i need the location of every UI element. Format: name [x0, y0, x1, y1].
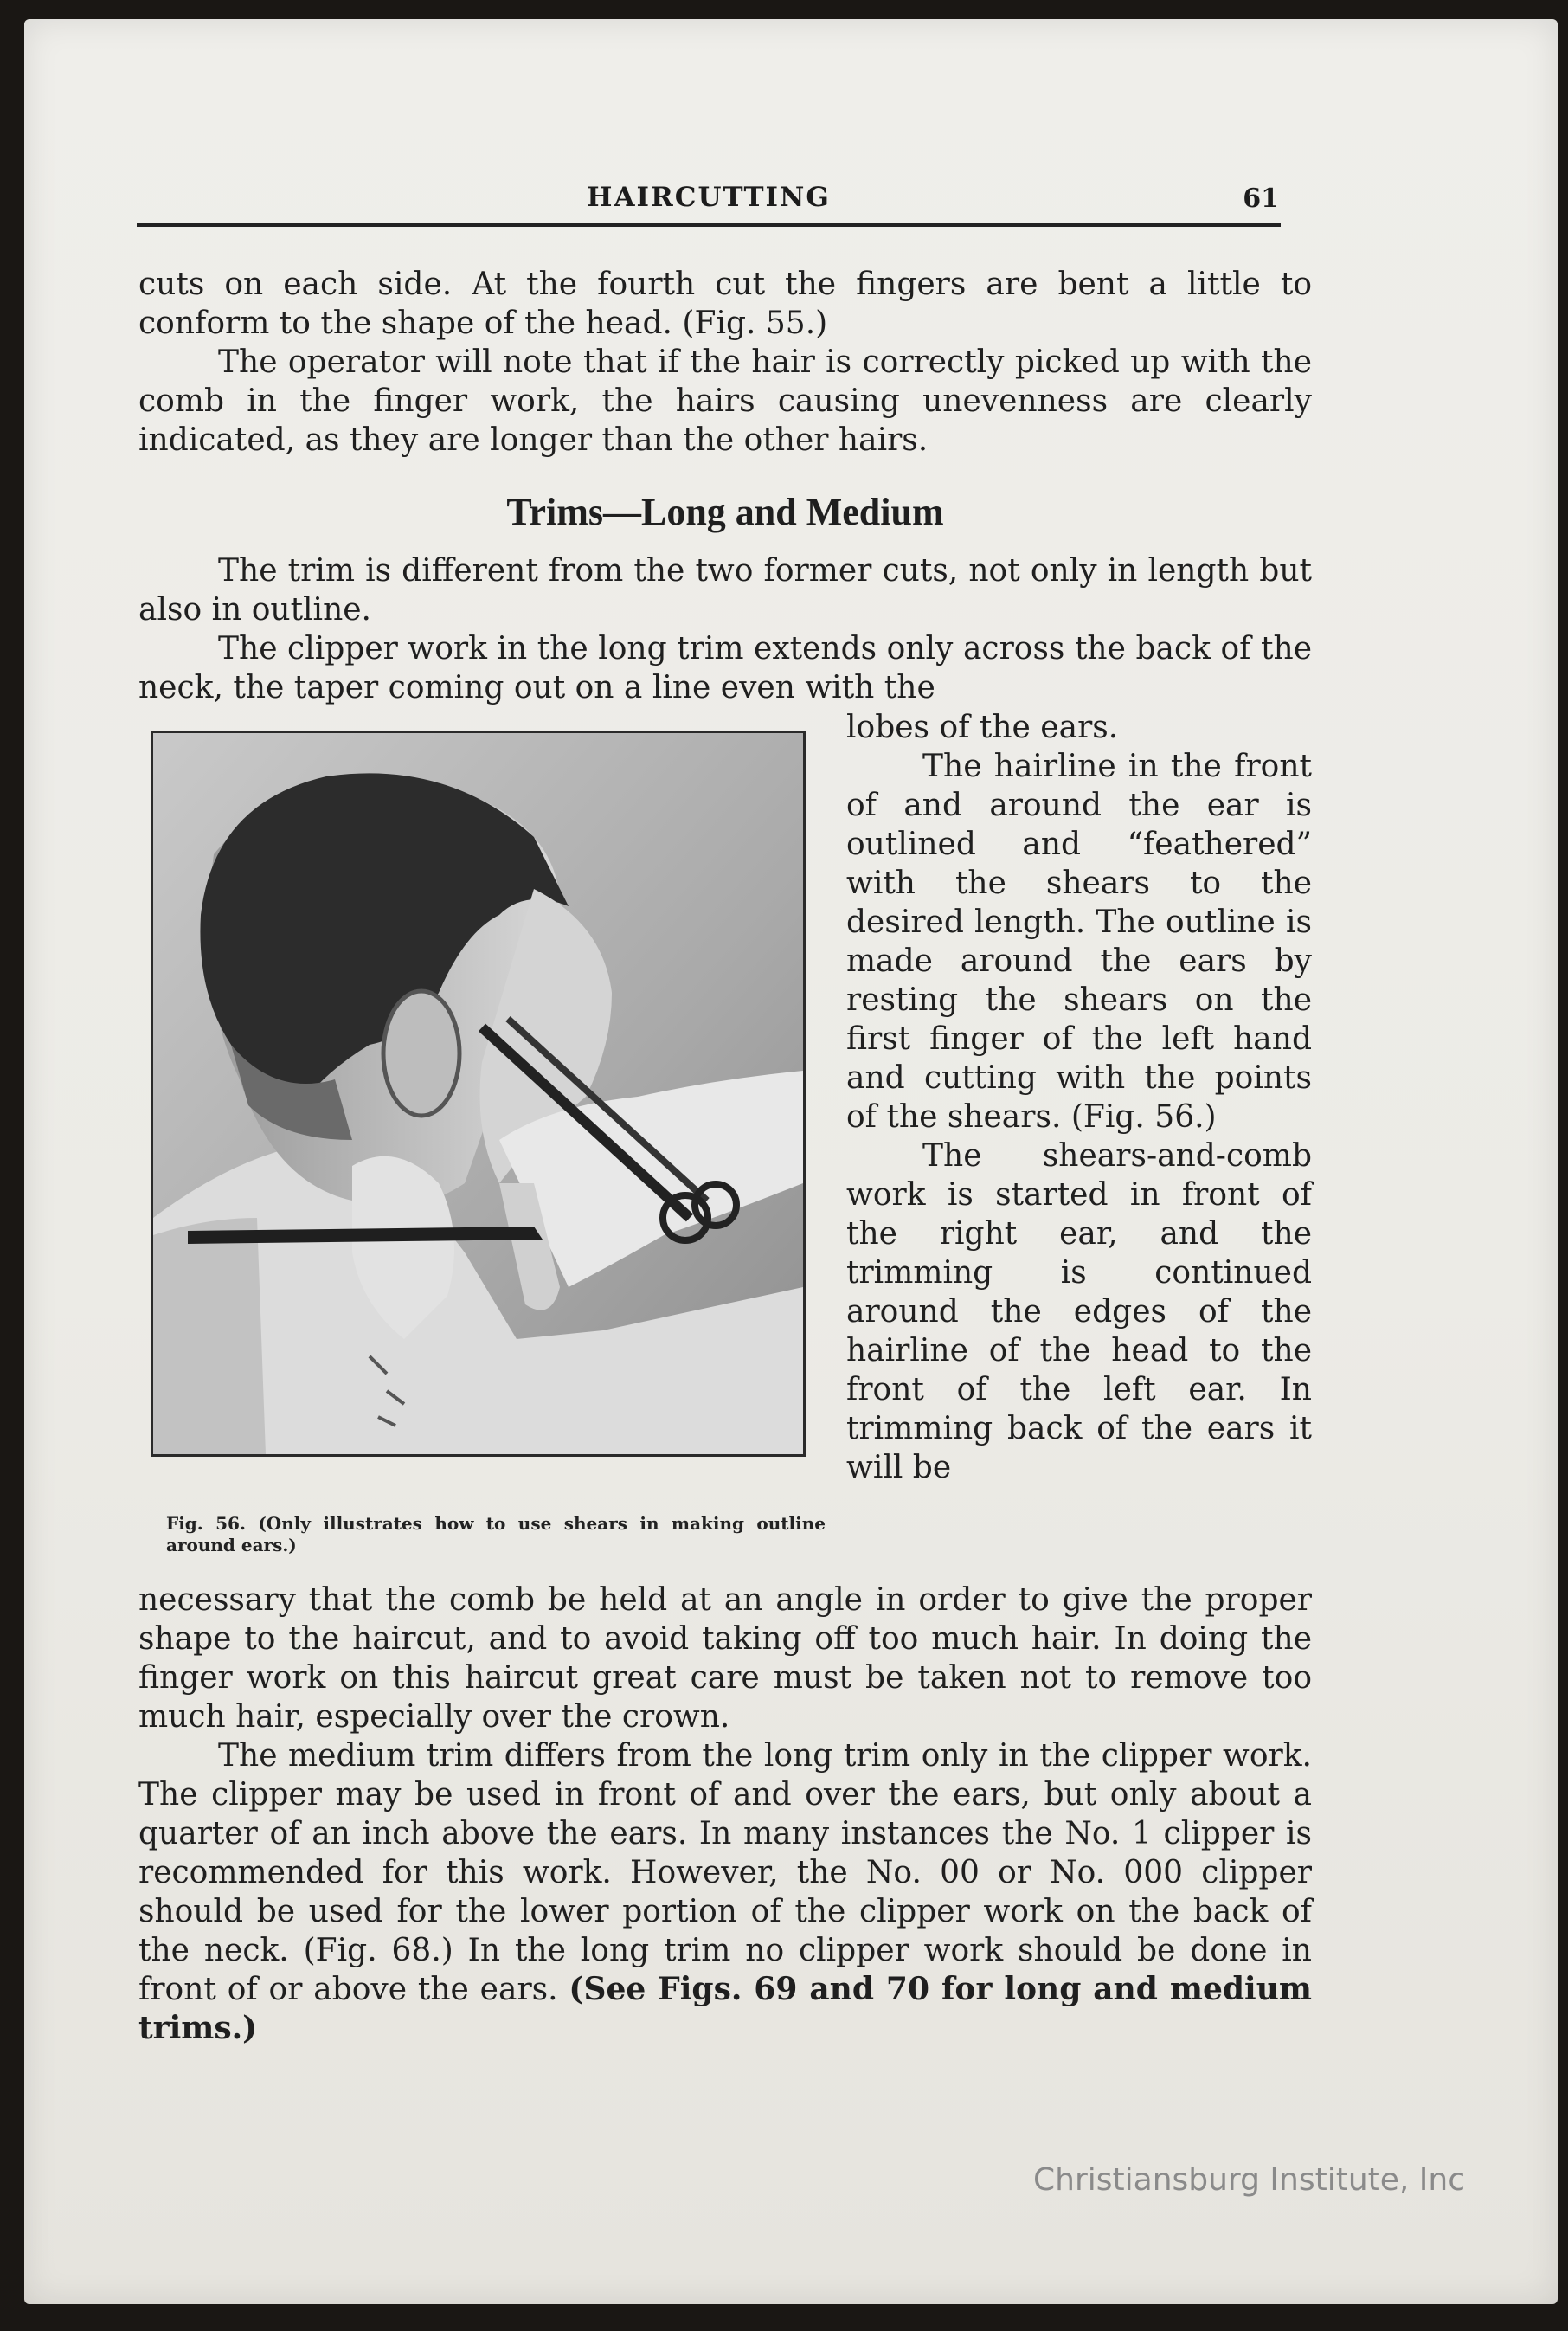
paragraph-continuation: cuts on each side. At the fourth cut the fingers are bent a little to conform to the shape of the head. (Fig. 55.): [138, 267, 1312, 341]
paragraph-operator-note: The operator will note that if the hair is correctly picked up with the comb in the finger work, the hairs causing unevenness are clearly indicated, as they are longer than the other hairs.: [138, 344, 1312, 458]
section-heading: Trims—Long and Medium: [506, 491, 944, 533]
body-text-bottom: [138, 1581, 1312, 2048]
figure-photo: [151, 731, 806, 1457]
paragraph-lobes-line: lobes of the ears.: [846, 710, 1119, 745]
paragraph-medium-trim: [138, 1736, 1312, 2048]
page-number: 61: [1243, 184, 1279, 214]
paragraph-trim-difference: The trim is different from the two former cuts, not only in length but also in outline.: [138, 553, 1312, 628]
watermark: Christiansburg Institute, Inc: [1033, 2162, 1466, 2198]
paragraph-clipper-long-trim: The clipper work in the long trim extends only across the back of the neck, the taper coming out on a line even with the: [138, 631, 1312, 705]
running-head: HAIRCUTTING: [587, 182, 831, 213]
body-text-top: [138, 265, 1312, 460]
paragraph-shears-comb: The shears-and-comb work is started in front of the right ear, and the trimming is continued around the edges of the hairline of the head to the front of the left ear. In trimming back of the ears it will be: [846, 1138, 1312, 1485]
figs-reference-bold: (See Figs. 69 and 70 for long and medium trims.): [138, 1971, 1312, 2046]
body-text-trims: [138, 551, 1312, 707]
figure-caption: Fig. 56. (Only illustrates how to use shears in making outline around ears.): [166, 1513, 826, 1555]
page-header: [137, 173, 1281, 227]
medium-trim-text: The medium trim differs from the long trim only in the clipper work. The clipper may be used in front of and over the ears, but only about a quarter of an inch above the ears. In many instances the No. 1 clipper is recommended for this work. However, the No. 00 or No. 000 clipper should be used for the lower portion of the clipper work on the back of the neck. (Fig. 68.) In the long trim no clipper work should be done in front of or above the ears.: [138, 1738, 1312, 2007]
barber-photo-illustration: [153, 733, 803, 1454]
side-text-column: [846, 708, 1312, 1487]
paragraph-hairline: The hairline in the front of and around the ear is outlined and “feathered” with the shears to the desired length. The outline is made around the ears by resting the shears on the first finger of the left hand and cutting with the points of the shears. (Fig. 56.): [846, 749, 1312, 1135]
paragraph-comb-angle: necessary that the comb be held at an angle in order to give the proper shape to the haircut, and to avoid taking off too much hair. In doing the finger work on this haircut great care must be taken not to remove too much hair, especially over the crown.: [138, 1582, 1312, 1735]
